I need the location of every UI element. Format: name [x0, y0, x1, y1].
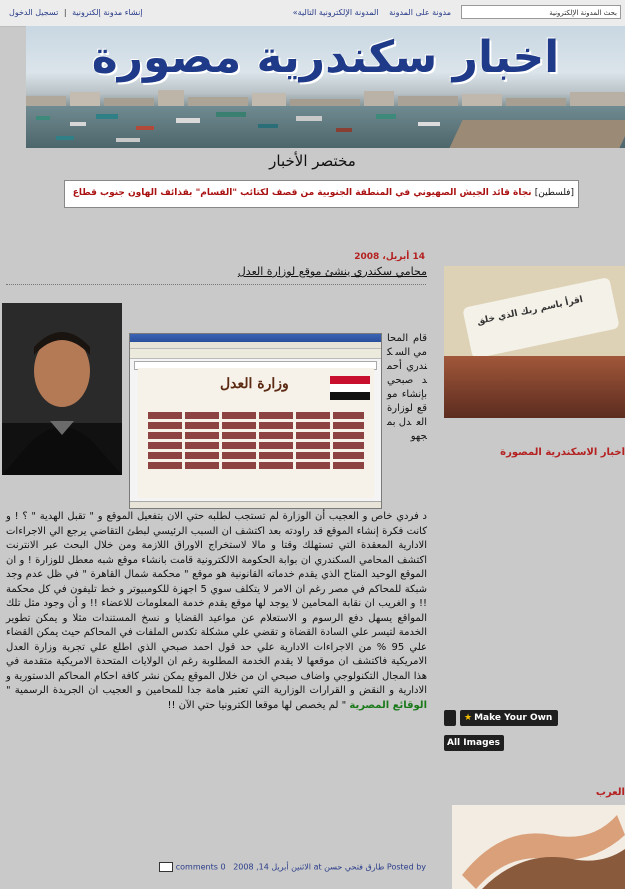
sign-in-link[interactable]: تسجيل الدخول	[9, 8, 59, 17]
post-body-text: د فردي خاص و العجيب أن الوزارة لم تستجب لطلبه حتي الان بتفعيل الموقع و " تقبل الهدية " ؟ ! و كانت فكرة إنشاء الموقع قد راودته بعد اكتشف ان السبب الرئيسي لبطئ التقاضي يرجع الي الاجراءات الادارية المعقدة التي تستهلك وقتا و مالا لاستخراج الاوراق اللازمة ومن خلال البحث عبر الانترنت اكتشف المحامي السكندري ان بوابة الحكومة الالكترونية قامت بانشاء موقع شبه معطل للوزارة ! و ان الموقع الوحيد المتاح الذي يقدم خدماته القانونية هو موقع " محكمة شمال القاهرة " في ظل عدم وجد شبكة للمحاكم في مصر رغم ان الامر لا يتكلف سوي 5 اجهزة للكومبيوتر و خط تليفون في كل محكمة !! و الغريب ان نقابة المحامين لا يوجد لها موقع يقدم خدمة المعلومات للاعضاء !! و أن وجود مثل تلك المواقع يسهل دفع الرسوم و الاستعلام عن مواعيد القضايا و نسخ المستندات مثلا و يمكن تطوير الخدمة لتيسر علي السادة القضاة و تقضي علي مشكلة تكدس الملفات في المحاكم حيث يمكن القضاء علي 95 % من الاجراءات الادارية علي حد قول احمد صبحي الذي اطلع علي تجربة وزارة العدل الامريكية فاكتشف ان موقعها لا يقدم الخدمة المطلوبة رغم ان الولايات المتحدة الامريكية متقدمة في هذا المجال التكنولوجي واضاف صبحي ان من خلال الموقع يمكن نشر كافة احكام المحاكم الدستورية و الادارية و النقض و القرارات الوزارية التي تعتبر هامة جدا للمحامين و العجيب ان الجريدة الرسمية "	[6, 511, 427, 696]
sidebar-heading-arab: العرب	[595, 787, 625, 798]
email-post-icon[interactable]	[159, 862, 173, 872]
post-body	[6, 510, 427, 713]
ticker-tag: [فلسطين]	[534, 188, 574, 198]
news-summary-title: مختصر الأخبار	[269, 152, 356, 170]
browser-menubar	[130, 342, 381, 349]
official-gazette-link[interactable]: الوقائع المصرية	[349, 699, 427, 711]
make-your-own-button[interactable]: ★ Make Your Own	[460, 710, 558, 726]
post-divider	[6, 284, 426, 285]
sidebar-heading: أخبار الاسكندرية المصورة	[500, 447, 625, 458]
sidebar-quran-banner[interactable]	[444, 266, 625, 418]
ministry-site-body	[138, 368, 374, 498]
slideshow-prev-button[interactable]	[444, 710, 456, 726]
comments-link[interactable]: 0 comments	[175, 862, 226, 872]
browser-statusbar	[130, 501, 381, 508]
portrait-image	[2, 303, 122, 475]
blog-title: اخبار سكندرية مصورة	[91, 32, 560, 83]
ministry-logo: وزارة العدل	[220, 376, 289, 392]
banner-text: اقرأ باسم ربك الذي خلق	[476, 294, 584, 328]
lawyer-photo	[2, 303, 122, 475]
egypt-flag-icon	[330, 376, 370, 400]
navbar-links	[289, 8, 455, 17]
ticker-item[interactable]	[73, 188, 574, 198]
blog-search-input[interactable]: بحث المدونة الإلكترونية	[461, 5, 621, 19]
banner-rock	[444, 356, 625, 418]
post-body-text-end: " لم يخصص لها موقعا الكترونيا حتي الآن !!	[167, 699, 347, 711]
blog-header-banner[interactable]	[26, 26, 625, 148]
post-title[interactable]: محامي سكندري ينشئ موقع لوزارة العدل	[237, 265, 427, 278]
boats	[26, 108, 625, 148]
post-author-line[interactable]: Posted by طارق فتحي حسن at الاثنين أبريل 14, 2008	[233, 862, 426, 872]
all-images-button[interactable]: All Images	[444, 735, 504, 751]
ministry-website-screenshot	[129, 333, 382, 509]
ticker-headline[interactable]: نجاة قائد الجيش الصهيوني في المنطقة الجنوبية من قصف لكتائب "القسام" بقذائف الهاون جنوب قطاع	[72, 188, 532, 198]
navbar-link[interactable]: مدونة على المدونة	[389, 8, 451, 17]
navbar-account: إنشاء مدونة إلكترونية | تسجيل الدخول	[9, 8, 143, 17]
browser-toolbar	[130, 349, 381, 359]
blogger-navbar	[0, 0, 625, 27]
browser-titlebar	[130, 334, 381, 342]
ministry-menu	[148, 412, 364, 472]
news-ticker[interactable]	[64, 180, 579, 208]
sidebar-hands-image[interactable]	[452, 805, 625, 889]
post-date: 14 أبريل، 2008	[354, 252, 425, 262]
post-intro-text: قام المحامي السكندري أحمد صبحي بإنشاء موقع لوزارة العدل بمجهو	[387, 333, 427, 442]
post-footer	[146, 862, 426, 872]
create-blog-link[interactable]: إنشاء مدونة إلكترونية	[72, 8, 143, 17]
navbar-link[interactable]: المدونة الإلكترونية التالية»	[292, 8, 379, 17]
star-icon: ★	[464, 713, 473, 723]
hands-image	[452, 805, 625, 889]
